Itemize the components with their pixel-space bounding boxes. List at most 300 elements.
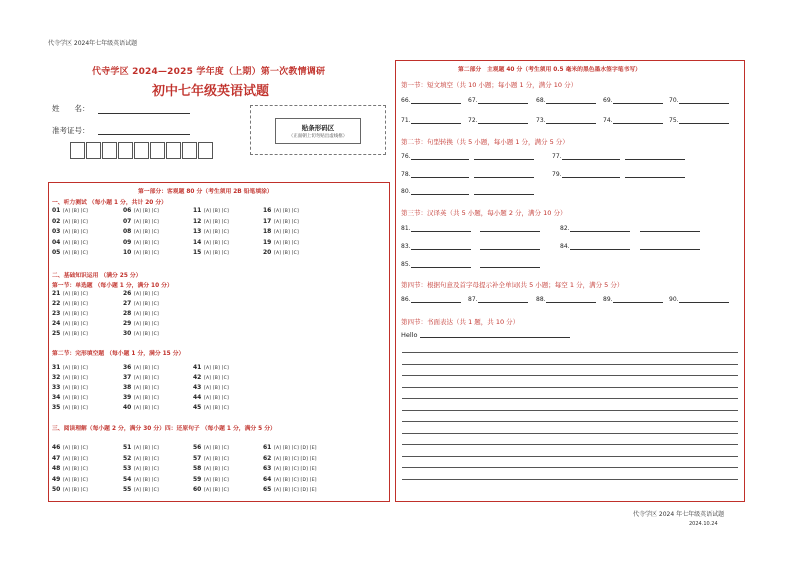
basic-sub1-heading: 第一节：单选题 （每小题 1 分，满分 10 分） <box>52 283 173 289</box>
answer-bubble-row[interactable] <box>123 218 159 225</box>
question-number: 01 <box>52 207 61 214</box>
question-number: 21 <box>52 290 61 297</box>
barcode-note: （正面朝上切勿贴出虚线框） <box>288 134 348 139</box>
question-number: 51 <box>123 444 132 451</box>
question-number: 05 <box>52 249 61 256</box>
answer-bubble-row[interactable] <box>52 404 88 411</box>
writing-line[interactable] <box>402 444 738 445</box>
answer-options[interactable]: [A] [B] [C] <box>274 240 299 246</box>
answer-bubble-row[interactable] <box>123 239 159 246</box>
name-field[interactable] <box>98 113 190 114</box>
answer-options[interactable]: [A] [B] [C] <box>134 219 159 225</box>
answer-options[interactable]: [A] [B] [C] <box>134 488 159 493</box>
answer-blank[interactable] <box>562 171 620 178</box>
answer-options[interactable]: [A] [B] [C] <box>204 386 229 391</box>
answer-options[interactable]: [A] [B] [C] <box>63 219 88 225</box>
answer-options[interactable]: [A] [B] [C] <box>134 386 159 391</box>
question-number: 31 <box>52 364 61 371</box>
answer-blank[interactable] <box>546 296 596 303</box>
answer-options[interactable]: [A] [B] [C] <box>134 456 159 462</box>
question-number: 35 <box>52 404 61 411</box>
answer-bubble-row[interactable] <box>52 465 88 472</box>
answer-blank[interactable] <box>411 117 461 124</box>
question-number: 13 <box>193 228 202 235</box>
id-digit-box[interactable] <box>86 142 101 159</box>
question-number: 02 <box>52 217 61 225</box>
question-number: 23 <box>52 310 61 317</box>
answer-options[interactable]: [A] [B] [C] <box>134 446 159 451</box>
question-number: 34 <box>52 394 61 401</box>
question-number: 27 <box>123 300 132 307</box>
answer-options[interactable]: [A] [B] [C] <box>134 230 159 235</box>
question-number: 11 <box>193 207 202 214</box>
fill-in-item <box>468 117 528 124</box>
answer-options[interactable]: [A] [B] [C] <box>134 322 159 327</box>
answer-options[interactable]: [A] [B] [C] <box>63 467 88 472</box>
question-number: 63 <box>263 465 272 472</box>
question-number: 10 <box>123 249 132 256</box>
answer-bubble-row[interactable] <box>123 228 159 235</box>
answer-bubble-row[interactable] <box>123 384 159 391</box>
answer-options[interactable]: [A] [B] [C] <box>134 292 159 297</box>
answer-bubble-row[interactable] <box>193 218 229 225</box>
answer-blank[interactable] <box>411 296 461 303</box>
answer-options[interactable]: [A] [B] [C] <box>134 332 159 337</box>
question-number: 16 <box>263 207 272 214</box>
answer-options[interactable]: [A] [B] [C] <box>63 446 88 451</box>
answer-options[interactable]: [A] [B] [C] <box>134 467 159 472</box>
answer-options[interactable]: [A] [B] [C] <box>63 312 88 317</box>
item-number: 83. <box>401 243 411 250</box>
answer-options[interactable]: [A] [B] [C] <box>204 251 229 256</box>
answer-blank[interactable] <box>474 194 534 195</box>
answer-options[interactable]: [A] [B] [C] <box>274 209 299 214</box>
question-number: 60 <box>193 486 202 493</box>
question-number: 28 <box>123 310 132 317</box>
answer-options[interactable]: [A] [B] [C] <box>63 302 88 307</box>
answer-bubble-row[interactable] <box>52 207 88 214</box>
answer-blank[interactable] <box>480 249 540 250</box>
answer-options[interactable]: [A] [B] [C] <box>63 251 88 256</box>
answer-options[interactable]: [A] [B] [C] <box>63 488 88 493</box>
answer-options[interactable]: [A] [B] [C] <box>204 477 229 483</box>
answer-bubble-row[interactable] <box>52 486 88 493</box>
answer-bubble-row[interactable] <box>52 228 88 235</box>
answer-options[interactable]: [A] [B] [C] <box>134 376 159 381</box>
question-number: 09 <box>123 238 132 246</box>
fill-in-item <box>603 97 663 104</box>
question-number: 41 <box>193 364 202 371</box>
answer-blank[interactable] <box>480 267 540 268</box>
writing-line[interactable] <box>402 433 738 434</box>
answer-options[interactable]: [A] [B] [C] <box>204 467 229 472</box>
answer-blank[interactable] <box>570 225 630 232</box>
answer-bubble-row[interactable] <box>193 394 229 401</box>
question-number: 40 <box>123 404 132 411</box>
answer-options[interactable]: [A] [B] [C] <box>134 209 159 214</box>
answer-blank[interactable] <box>480 231 540 232</box>
exam-title: 代寺学区 2024—2025 学年度（上期）第一次教情调研 <box>92 67 326 77</box>
answer-blank[interactable] <box>570 243 630 250</box>
answer-blank[interactable] <box>546 117 596 124</box>
question-number: 57 <box>193 454 202 462</box>
sec4-heading: 第四节：根据句意及首字母提示补全单词(共 5 小题；每空 1 分，满分 5 分） <box>401 281 624 289</box>
answer-bubble-row[interactable] <box>52 384 88 391</box>
name-label: 姓 名： <box>52 104 90 113</box>
page-header: 代寺学区 2024年七年级英语试题 <box>48 40 138 47</box>
answer-options[interactable]: [A] [B] [C] <box>204 456 229 462</box>
answer-bubble-row[interactable] <box>263 239 299 246</box>
question-number: 61 <box>263 444 272 451</box>
answer-bubble-row[interactable] <box>52 476 88 483</box>
answer-options[interactable]: [A] [B] [C] <box>63 376 88 381</box>
answer-options[interactable]: [A] [B] [C] <box>63 477 88 483</box>
fill-in-item <box>401 188 469 195</box>
answer-options[interactable]: [A] [B] [C] <box>134 366 159 371</box>
fill-in-item <box>401 171 469 178</box>
item-number: 68. <box>536 97 546 104</box>
answer-bubble-row[interactable] <box>123 444 159 451</box>
id-digit-box[interactable] <box>70 142 85 159</box>
answer-options[interactable]: [A] [B] [C] <box>63 366 88 371</box>
answer-bubble-row[interactable] <box>193 465 229 472</box>
answer-bubble-row[interactable] <box>123 300 159 307</box>
answer-blank[interactable] <box>411 153 469 160</box>
footer-title: 代寺学区 2024 年七年级英语试题 <box>633 511 725 518</box>
question-number: 32 <box>52 374 61 381</box>
question-number: 24 <box>52 320 61 327</box>
question-number: 22 <box>52 300 61 307</box>
item-number: 73. <box>536 117 546 124</box>
answer-options[interactable]: [A] [B] [C] <box>204 230 229 235</box>
answer-bubble-row[interactable] <box>123 249 159 256</box>
question-number: 48 <box>52 465 61 472</box>
answer-bubble-row[interactable] <box>123 476 159 483</box>
answer-blank[interactable] <box>679 117 729 124</box>
fill-in-item <box>669 117 729 124</box>
answer-bubble-row[interactable] <box>123 320 159 327</box>
answer-bubble-row[interactable] <box>123 394 159 401</box>
sec2-heading: 第二节：句型转换（共 5 小题，每小题 1 分，满分 5 分） <box>401 138 569 146</box>
id-digit-box[interactable] <box>134 142 149 159</box>
answer-options[interactable]: [A] [B] [C] [D] [E] <box>274 467 317 472</box>
question-number: 30 <box>123 330 132 337</box>
part1-heading: 第一部分：客观题 80 分（考生须用 2B 铅笔填涂） <box>138 189 273 195</box>
fill-in-item <box>401 153 469 160</box>
answer-blank[interactable] <box>478 97 528 104</box>
fill-in-item <box>401 97 461 104</box>
item-number: 88. <box>536 296 546 303</box>
answer-bubble-row[interactable] <box>52 330 88 337</box>
answer-bubble-row[interactable] <box>52 290 88 297</box>
answer-bubble-row[interactable] <box>263 455 317 462</box>
answer-bubble-row[interactable] <box>263 486 317 493</box>
answer-blank[interactable] <box>679 97 729 104</box>
answer-bubble-row[interactable] <box>193 364 229 371</box>
item-number: 76. <box>401 153 411 160</box>
answer-options[interactable]: [A] [B] [C] <box>63 396 88 401</box>
answer-blank[interactable] <box>411 171 469 178</box>
answer-bubble-row[interactable] <box>193 404 229 411</box>
writing-line[interactable] <box>402 421 738 422</box>
answer-options[interactable]: [A] [B] [C] <box>204 366 229 371</box>
answer-bubble-row[interactable] <box>52 239 88 246</box>
question-number: 15 <box>193 249 202 256</box>
sec1-heading: 第一节：短文填空（共 10 小题；每小题 1 分，满分 10 分） <box>401 81 578 89</box>
answer-bubble-row[interactable] <box>193 207 229 214</box>
answer-options[interactable]: [A] [B] [C] <box>134 406 159 411</box>
fill-in-item <box>536 117 596 124</box>
answer-options[interactable]: [A] [B] [C] <box>63 209 88 214</box>
answer-options[interactable]: [A] [B] [C] <box>63 406 88 411</box>
question-number: 42 <box>193 374 202 381</box>
answer-blank[interactable] <box>411 261 471 268</box>
answer-bubble-row[interactable] <box>123 486 159 493</box>
question-number: 37 <box>123 374 132 381</box>
reading-heading: 三、阅读理解（每小题 2 分，满分 30 分）四：还原句子 （每小题 1 分，满分 5 分） <box>52 426 276 432</box>
answer-options[interactable]: [A] [B] [C] <box>134 240 159 246</box>
answer-bubble-row[interactable] <box>123 455 159 462</box>
question-number: 53 <box>123 465 132 472</box>
writing-line[interactable] <box>402 398 738 399</box>
writing-line[interactable] <box>402 467 738 468</box>
answer-options[interactable]: [A] [B] [C] <box>204 406 229 411</box>
answer-options[interactable]: [A] [B] [C] <box>63 322 88 327</box>
answer-blank[interactable] <box>546 97 596 104</box>
answer-bubble-row[interactable] <box>52 310 88 317</box>
answer-bubble-row[interactable] <box>263 218 299 225</box>
answer-bubble-row[interactable] <box>123 290 159 297</box>
fill-in-item <box>401 117 461 124</box>
answer-options[interactable]: [A] [B] [C] [D] [E] <box>274 477 317 483</box>
item-number: 79. <box>552 171 562 178</box>
exam-subtitle: 初中七年级英语试题 <box>152 84 270 99</box>
answer-bubble-row[interactable] <box>52 249 88 256</box>
answer-bubble-row[interactable] <box>52 300 88 307</box>
question-number: 52 <box>123 454 132 462</box>
item-number: 71. <box>401 117 411 124</box>
answer-options[interactable]: [A] [B] [C] <box>134 396 159 401</box>
item-number: 81. <box>401 225 411 232</box>
answer-options[interactable]: [A] [B] [C] <box>204 240 229 246</box>
answer-bubble-row[interactable] <box>263 444 317 451</box>
answer-blank[interactable] <box>640 249 700 250</box>
fill-in-item <box>603 296 663 303</box>
item-number: 78. <box>401 171 411 178</box>
answer-blank[interactable] <box>640 231 700 232</box>
answer-options[interactable]: [A] [B] [C] <box>134 302 159 307</box>
answer-options[interactable]: [A] [B] [C] [D] [E] <box>274 456 317 462</box>
id-digit-box[interactable] <box>166 142 181 159</box>
answer-blank[interactable] <box>679 296 729 303</box>
answer-bubble-row[interactable] <box>193 374 229 381</box>
item-number: 80. <box>401 188 411 195</box>
fill-in-item <box>552 171 620 178</box>
barcode-box <box>275 118 361 144</box>
question-number: 50 <box>52 486 61 493</box>
question-number: 64 <box>263 475 272 483</box>
answer-options[interactable]: [A] [B] [C] <box>274 230 299 235</box>
answer-options[interactable]: [A] [B] [C] [D] [E] <box>274 446 317 451</box>
answer-bubble-row[interactable] <box>123 374 159 381</box>
answer-bubble-row[interactable] <box>52 364 88 371</box>
question-number: 14 <box>193 238 202 246</box>
answer-options[interactable]: [A] [B] [C] <box>274 251 299 256</box>
answer-bubble-row[interactable] <box>193 486 229 493</box>
answer-options[interactable]: [A] [B] [C] <box>204 488 229 493</box>
answer-options[interactable]: [A] [B] [C] <box>204 396 229 401</box>
answer-blank[interactable] <box>613 97 663 104</box>
question-number: 47 <box>52 454 61 462</box>
answer-options[interactable]: [A] [B] [C] <box>63 332 88 337</box>
answer-bubble-row[interactable] <box>52 444 88 451</box>
answer-bubble-row[interactable] <box>193 249 229 256</box>
answer-bubble-row[interactable] <box>123 404 159 411</box>
answer-bubble-row[interactable] <box>263 465 317 472</box>
fill-in-item <box>669 296 729 303</box>
question-number: 39 <box>123 394 132 401</box>
answer-bubble-row[interactable] <box>263 207 299 214</box>
fill-in-item <box>468 97 528 104</box>
item-number: 82. <box>560 225 570 232</box>
sec3-heading: 第三节：汉译英（共 5 小题，每小题 2 分，满分 10 分） <box>401 209 567 217</box>
answer-bubble-row[interactable] <box>52 320 88 327</box>
answer-blank[interactable] <box>411 188 469 195</box>
id-digit-box[interactable] <box>102 142 117 159</box>
answer-blank[interactable] <box>474 159 534 160</box>
answer-blank[interactable] <box>411 243 471 250</box>
question-number: 06 <box>123 207 132 214</box>
answer-bubble-row[interactable] <box>263 249 299 256</box>
answer-bubble-row[interactable] <box>193 228 229 235</box>
exam-id-boxes <box>70 142 214 159</box>
id-digit-box[interactable] <box>150 142 165 159</box>
answer-options[interactable]: [A] [B] [C] <box>63 386 88 391</box>
fill-in-item <box>468 296 528 303</box>
fill-in-item <box>401 296 461 303</box>
answer-options[interactable]: [A] [B] [C] [D] [E] <box>274 488 317 493</box>
fill-in-item <box>536 296 596 303</box>
question-number: 17 <box>263 217 272 225</box>
writing-line[interactable] <box>402 364 738 365</box>
answer-bubble-row[interactable] <box>123 465 159 472</box>
writing-line[interactable] <box>402 352 738 353</box>
answer-blank[interactable] <box>420 337 570 338</box>
answer-bubble-row[interactable] <box>193 444 229 451</box>
id-digit-box[interactable] <box>198 142 213 159</box>
answer-options[interactable]: [A] [B] [C] <box>134 312 159 317</box>
answer-bubble-row[interactable] <box>52 455 88 462</box>
fill-in-item <box>560 225 630 232</box>
writing-line[interactable] <box>402 410 738 411</box>
answer-bubble-row[interactable] <box>193 455 229 462</box>
exam-id-field[interactable] <box>98 134 190 135</box>
answer-blank[interactable] <box>625 159 685 160</box>
answer-bubble-row[interactable] <box>193 384 229 391</box>
id-digit-box[interactable] <box>118 142 133 159</box>
answer-blank[interactable] <box>613 117 663 124</box>
fill-in-item <box>536 97 596 104</box>
answer-bubble-row[interactable] <box>123 310 159 317</box>
question-number: 54 <box>123 475 132 483</box>
question-number: 08 <box>123 228 132 235</box>
fill-in-item <box>669 97 729 104</box>
question-number: 65 <box>263 486 272 493</box>
question-number: 55 <box>123 486 132 493</box>
question-number: 59 <box>193 475 202 483</box>
item-number: 86. <box>401 296 411 303</box>
id-digit-box[interactable] <box>182 142 197 159</box>
answer-bubble-row[interactable] <box>123 364 159 371</box>
answer-bubble-row[interactable] <box>52 374 88 381</box>
answer-options[interactable]: [A] [B] [C] <box>134 477 159 483</box>
answer-blank[interactable] <box>411 225 471 232</box>
answer-options[interactable]: [A] [B] [C] <box>63 456 88 462</box>
fill-in-item <box>401 225 471 232</box>
answer-options[interactable]: [A] [B] [C] <box>204 219 229 225</box>
item-number: 74. <box>603 117 613 124</box>
answer-bubble-row[interactable] <box>193 476 229 483</box>
answer-bubble-row[interactable] <box>123 207 159 214</box>
fill-in-item <box>603 117 663 124</box>
answer-bubble-row[interactable] <box>263 228 299 235</box>
answer-blank[interactable] <box>478 117 528 124</box>
basic-sub2-heading: 第二节：完形填空题 （每小题 1 分，满分 15 分） <box>52 351 185 357</box>
question-number: 62 <box>263 454 272 462</box>
answer-blank[interactable] <box>474 177 534 178</box>
question-number: 36 <box>123 364 132 371</box>
question-number: 58 <box>193 465 202 472</box>
answer-bubble-row[interactable] <box>263 476 317 483</box>
answer-blank[interactable] <box>411 97 461 104</box>
question-number: 45 <box>193 404 202 411</box>
question-number: 56 <box>193 444 202 451</box>
answer-options[interactable]: [A] [B] [C] <box>204 209 229 214</box>
answer-options[interactable]: [A] [B] [C] <box>204 376 229 381</box>
question-number: 18 <box>263 228 272 235</box>
writing-line[interactable] <box>402 387 738 388</box>
answer-bubble-row[interactable] <box>52 394 88 401</box>
item-number: 84. <box>560 243 570 250</box>
answer-blank[interactable] <box>562 153 620 160</box>
answer-options[interactable]: [A] [B] [C] <box>63 292 88 297</box>
answer-options[interactable]: [A] [B] [C] <box>274 219 299 225</box>
listening-heading: 一、听力测试 （每小题 1 分，共计 20 分） <box>52 200 167 206</box>
answer-bubble-row[interactable] <box>123 330 159 337</box>
question-number: 19 <box>263 238 272 246</box>
answer-options[interactable]: [A] [B] [C] <box>134 251 159 256</box>
writing-line[interactable] <box>402 375 738 376</box>
answer-bubble-row[interactable] <box>52 218 88 225</box>
item-number: 77. <box>552 153 562 160</box>
barcode-title: 贴条形码区 <box>301 124 335 132</box>
answer-options[interactable]: [A] [B] [C] <box>63 240 88 246</box>
answer-options[interactable]: [A] [B] [C] <box>63 230 88 235</box>
answer-blank[interactable] <box>625 177 685 178</box>
fill-in-item <box>401 243 471 250</box>
footer-date: 2024.10.24 <box>689 521 718 527</box>
answer-options[interactable]: [A] [B] [C] <box>204 446 229 451</box>
writing-line[interactable] <box>402 456 738 457</box>
item-number: 89. <box>603 296 613 303</box>
writing-line[interactable] <box>402 479 738 480</box>
answer-blank[interactable] <box>478 296 528 303</box>
answer-bubble-row[interactable] <box>193 239 229 246</box>
answer-blank[interactable] <box>613 296 663 303</box>
fill-in-item <box>401 261 471 268</box>
question-number: 46 <box>52 444 61 451</box>
writing-start: Hello <box>401 331 418 339</box>
